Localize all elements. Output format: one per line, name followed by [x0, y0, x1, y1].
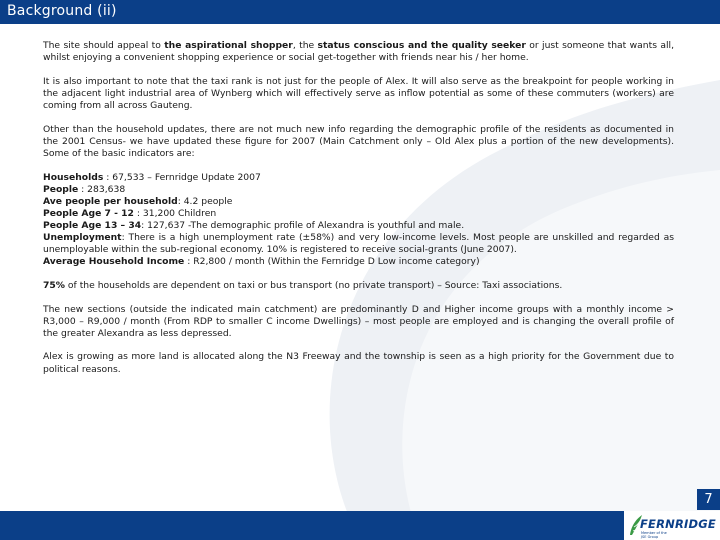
paragraph-census: Other than the household updates, there are not much new info regarding the demographic profile of the residents as documented in the 2001 Census- we have updated these figure for 2007 (Main Catchment only – Old Alex plus a portion of the new developments). Some of the basic indicators are: [43, 123, 674, 159]
paragraph-taxi-rank: It is also important to note that the taxi rank is not just for the people of Alex. It will also serve as the breakpoint for people working in the adjacent light industrial area of Wynberg which will effectively serve as inflow potential as some of these commuters (workers) are coming from all across Gauteng. [43, 75, 674, 111]
highlight-status: status conscious and the quality seeker [317, 40, 526, 51]
indicator-households: Households : 67,533 – Fernridge Update 2007 [43, 171, 261, 183]
paragraph-new-sections: The new sections (outside the indicated main catchment) are predominantly D and Higher income groups with a monthly income > R3,000 – R9,000 / month (From RDP to smaller C income Dwellings) – most people are employed and is changing the overall profile of the greater Alexandra as less depressed. [43, 303, 674, 339]
paragraph-transport: 75% of the households are dependent on taxi or bus transport (no private transport) – Source: Taxi associations. [43, 279, 563, 291]
indicator-income: Average Household Income : R2,800 / month (Within the Fernridge D Low income category) [43, 256, 480, 268]
slide-title: Background (ii) [7, 3, 117, 19]
page-number: 7 [697, 489, 720, 510]
highlight-aspirational: the aspirational shopper [164, 40, 293, 51]
title-bar [0, 0, 720, 24]
fernridge-logo [624, 511, 720, 540]
slide-body [43, 40, 674, 387]
indicator-list [43, 172, 674, 269]
logo-tagline: Member of the JSE Group [641, 531, 667, 539]
indicator-ave-household: Ave people per household: 4.2 people [43, 195, 233, 207]
paragraph-growth: Alex is growing as more land is allocated along the N3 Freeway and the township is seen as a high priority for the Government due to political reasons. [43, 351, 674, 375]
indicator-unemployment: Unemployment: There is a high unemployment rate (±58%) and very low-income levels. Most people are unskilled and regarded as unemployable within the sub-regional economy. 10% is registered to receive social-grants (June 2007). [43, 232, 674, 256]
paragraph-target-market: The site should appeal to the aspirational shopper, the status conscious and the quality seeker or just someone that wants all, whilst enjoying a convenient shopping experience or social get-together with friends near his / her home. [43, 40, 674, 64]
indicator-age-7-12: People Age 7 - 12 : 31,200 Children [43, 207, 217, 219]
footer-bar [0, 511, 720, 540]
indicator-people: People : 283,638 [43, 183, 126, 195]
indicator-age-13-34: People Age 13 – 34: 127,637 -The demographic profile of Alexandra is youthful and male. [43, 219, 465, 231]
logo-wordmark: FERNRIDGE [640, 517, 716, 531]
